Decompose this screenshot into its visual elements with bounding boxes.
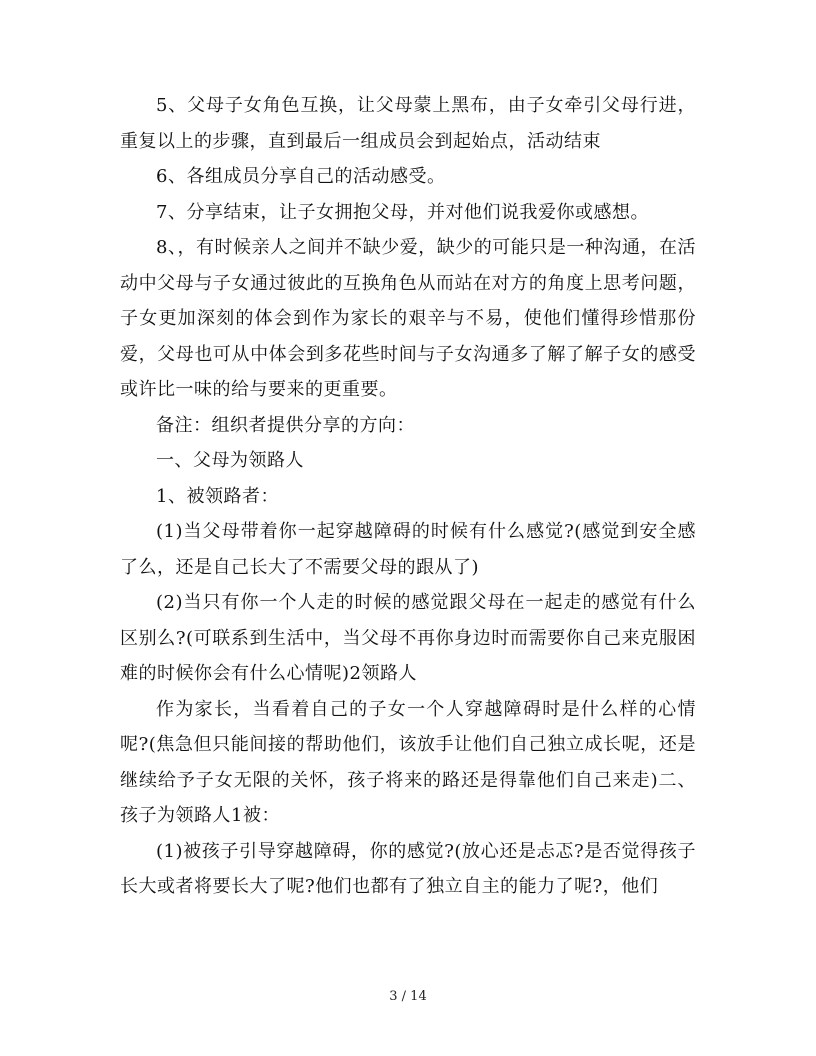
document-body	[120, 88, 696, 905]
subheading-led-person: 1、被领路者：	[156, 485, 279, 507]
paragraph-note: 备注：组织者提供分享的方向：	[156, 414, 415, 436]
paragraph-step-6: 6、各组成员分享自己的活动感受。	[156, 166, 446, 187]
paragraph-step-5: 5、父母子女角色互换，让父母蒙上黑布，由子女牵引父母行进，重复以上的步骤，直到最后一组成员会到起始点，活动结束	[120, 95, 696, 152]
paragraph-question-2: (2)当只有你一个人走的时候的感觉跟父母在一起走的感觉有什么区别么?(可联系到生活中，当父母不再你身边时而需要你自己来克服困难的时候你会有什么心情呢)2领路人	[120, 592, 696, 684]
paragraph-question-1: (1)当父母带着你一起穿越障碍的时候有什么感觉?(感觉到安全感了么，还是自己长大了不需要父母的跟从了)	[120, 521, 696, 578]
paragraph-parent-view: 作为家长，当看着自己的子女一个人穿越障碍时是什么样的心情呢?(焦急但只能间接的帮助他们，该放手让他们自己独立成长呢，还是继续给予子女无限的关怀，孩子将来的路还是得靠他们自己来走)二、孩子为领路人1被：	[120, 698, 696, 826]
page-number: 3 / 14	[389, 989, 427, 1004]
paragraph-step-8: 8、，有时候亲人之间并不缺少爱，缺少的可能只是一种沟通，在活动中父母与子女通过彼此的互换角色从而站在对方的角度上思考问题，子女更加深刻的体会到作为家长的艰辛与不易，使他们懂得珍惜那份爱，父母也可从中体会到多花些时间与子女沟通多了解了解子女的感受或许比一味的给与要来的更重要。	[120, 237, 696, 400]
paragraph-child-lead-question: (1)被孩子引导穿越障碍，你的感觉?(放心还是忐忑?是否觉得孩子长大或者将要长大了呢?他们也都有了独立自主的能力了呢?，他们	[120, 840, 696, 897]
heading-parents-lead: 一、父母为领路人	[156, 450, 304, 471]
paragraph-step-7: 7、分享结束，让子女拥抱父母，并对他们说我爱你或感想。	[156, 201, 649, 223]
